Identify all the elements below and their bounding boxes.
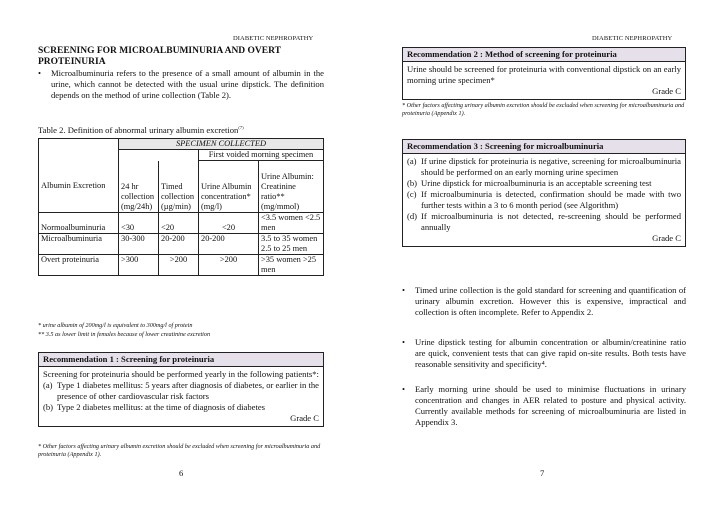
caption-text: Table 2. Definition of abnormal urinary albumin excretion xyxy=(38,125,239,135)
table-gap xyxy=(119,150,199,161)
item-text: Type 2 diabetes mellitus: at the time of diagnosis of diabetes xyxy=(57,402,265,412)
table-footnote-2: ** 3.5 as lower limit in females because of lower creatinine excretion xyxy=(38,331,211,338)
item-label: (a) xyxy=(407,156,417,166)
recommendation-3-title: Recommendation 3 : Screening for microalbuminuria xyxy=(403,140,685,154)
table-caption xyxy=(38,125,244,135)
table-cell: Overt proteinuria xyxy=(39,255,119,276)
first-voided-header: First voided morning specimen xyxy=(199,150,324,161)
bullet-timed-collection: • Timed urine collection is the gold standard for screening and quantification of urinary albumin excretion. However this is expensive, impractical and collection is often incomplete. Refer to Appendix 2. xyxy=(402,285,686,318)
recommendation-2-note: * Other factors affecting urinary albumin excretion should be excluded when screening for microalbuminuria and proteinuria (Appendix 1). xyxy=(402,102,685,117)
recommendation-2-text: Urine should be screened for proteinuria with conventional dipstick on an early morning urine specimen* xyxy=(407,64,681,85)
table-corner xyxy=(39,139,119,150)
col-header-24hr: 24 hr collection (mg/24h) xyxy=(119,161,159,213)
table-cell: >300 xyxy=(119,255,159,276)
recommendation-2-box xyxy=(402,47,686,100)
recommendation-3-body xyxy=(403,154,685,246)
left-page xyxy=(38,0,324,515)
table-cell: Microalbuminuria xyxy=(39,234,119,255)
item-text: Urine dipstick for microalbuminuria is an acceptable screening test xyxy=(421,178,652,188)
table-cell: >200 xyxy=(199,255,259,276)
recommendation-1-grade: Grade C xyxy=(290,413,319,423)
recommendation-3-list xyxy=(407,156,681,233)
list-item xyxy=(43,380,319,402)
recommendation-2-title: Recommendation 2 : Method of screening for proteinuria xyxy=(403,48,685,62)
col-header-ratio: Urine Albumin: Creatinine ratio** (mg/mmol) xyxy=(259,161,324,213)
table-cell: >35 women >25 men xyxy=(259,255,324,276)
col-header-timed: Timed collection (µg/min) xyxy=(159,161,199,213)
recommendation-1-intro: Screening for proteinuria should be performed yearly in the following patients*: xyxy=(43,369,319,379)
running-header: DIABETIC NEPHROPATHY xyxy=(233,35,314,42)
list-item xyxy=(407,156,681,178)
item-text: If microalbuminuria is not detected, re-screening should be performed annually xyxy=(421,211,681,232)
table-cell: <30 xyxy=(119,213,159,234)
recommendation-2-grade: Grade C xyxy=(652,86,681,96)
table-cell: Normoalbuminuria xyxy=(39,213,119,234)
item-text: Type 1 diabetes mellitus: 5 years after diagnosis of diabetes, or earlier in the presence of other cardiovascular risk factors xyxy=(57,380,319,401)
item-label: (b) xyxy=(407,178,418,188)
item-label: (b) xyxy=(43,402,54,412)
list-item xyxy=(407,189,681,211)
recommendation-1-title: Recommendation 1 : Screening for proteinuria xyxy=(39,353,323,367)
recommendation-1-list xyxy=(43,380,319,413)
running-header: DIABETIC NEPHROPATHY xyxy=(592,35,673,42)
caption-ref: (7) xyxy=(238,125,244,131)
item-text: If microalbuminuria is detected, confirmation should be made with two further tests within a 3 to 6 month period (see Algorithm) xyxy=(421,189,681,210)
col-header-excretion: Albumin Excretion xyxy=(39,161,119,213)
recommendation-2-body xyxy=(403,62,685,99)
item-label: (a) xyxy=(43,380,53,390)
col-header-concentration: Urine Albumin concentration* (mg/l) xyxy=(199,161,259,213)
list-item xyxy=(407,178,681,189)
table-cell: <3.5 women <2.5 men xyxy=(259,213,324,234)
recommendation-3-grade: Grade C xyxy=(652,233,681,243)
page-number: 7 xyxy=(540,468,545,478)
table-cell: <20 xyxy=(199,213,259,234)
list-item xyxy=(43,402,319,413)
table-cell: 3.5 to 35 women 2.5 to 25 men xyxy=(259,234,324,255)
bullet-dipstick: • Urine dipstick testing for albumin concentration or albumin/creatinine ratio are quick, convenient tests that can give rapid on-site results. Both tests have reasonable sensitivity and specificity⁴. xyxy=(402,337,686,370)
item-label: (d) xyxy=(407,211,418,221)
item-label: (c) xyxy=(407,189,417,199)
definition-table xyxy=(38,138,324,276)
microalbuminuria-bullet: • Microalbuminuria refers to the presence of a small amount of albumin in the urine, which cannot be detected with the usual urine dipstick. The definition depends on the method of urine collection (Table 2). xyxy=(38,68,324,101)
recommendation-1-note: * Other factors affecting urinary albumin excretion should be excluded when screening for microalbuminuria and proteinuria (Appendix 1). xyxy=(38,443,321,458)
recommendation-1-box xyxy=(38,352,324,427)
table-cell: >200 xyxy=(159,255,199,276)
recommendation-1-body xyxy=(39,367,323,426)
table-corner-2 xyxy=(39,150,119,161)
page-number: 6 xyxy=(179,468,184,478)
table-cell: 20-200 xyxy=(159,234,199,255)
item-text: If urine dipstick for proteinuria is negative, screening for microalbuminuria should be performed on an early morning urine specimen xyxy=(421,156,681,177)
table-cell: 30-300 xyxy=(119,234,159,255)
bullet-early-morning: • Early morning urine should be used to minimise fluctuations in urinary concentration and changes in AER related to posture and physical activity. Currently available methods for screening of microalbuminuria are listed in Appendix 3. xyxy=(402,384,686,428)
table-cell: 20-200 xyxy=(199,234,259,255)
list-item xyxy=(407,211,681,233)
section-heading: SCREENING FOR MICROALBUMINURIA AND OVERT PROTEINURIA xyxy=(38,46,281,67)
table-cell: <20 xyxy=(159,213,199,234)
recommendation-3-box xyxy=(402,139,686,247)
table-footnote-1: * urine albumin of 200mg/l is equivalent to 300mg/l of protein xyxy=(38,322,193,329)
specimen-header: SPECIMEN COLLECTED xyxy=(119,139,324,150)
right-page xyxy=(402,0,686,515)
